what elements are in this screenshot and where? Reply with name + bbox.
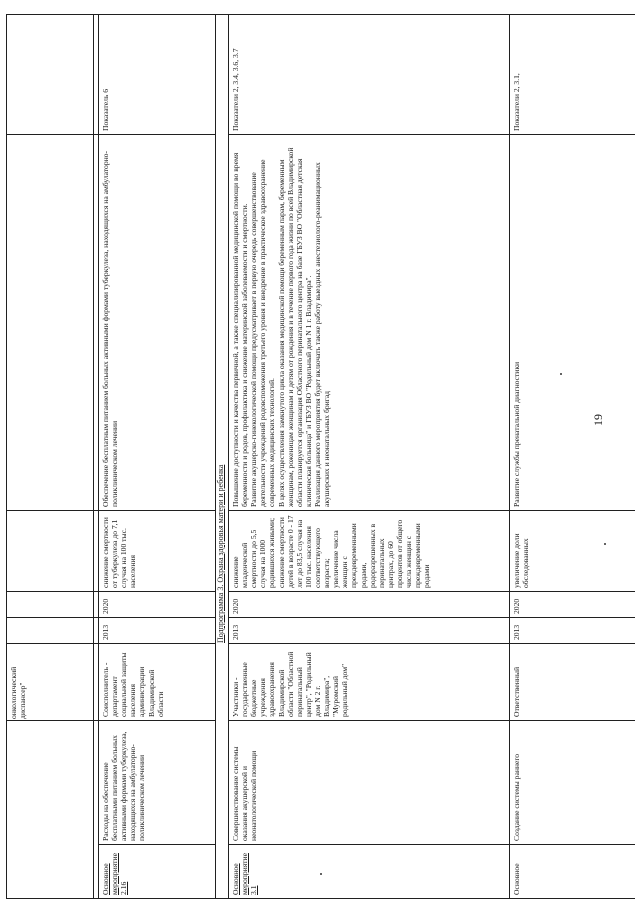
prev-expected-result: снижение смертности от туберкулеза до 7,1 случая на 100 тыс. населения bbox=[101, 517, 138, 588]
main-expected-result: снижение младенческой смертности до 5,5 случая на 1000 родившихся живыми; снижение смертности детей в возрасте 0 - 17 лет до 83,5 случая на 100 тыс. населения соответствующего возраста; увеличение числа женщин с преждевременными родами, родоразрешенных в перинатальных центрах, до 60 процентов от общего числа женщин с преждевременными родами bbox=[231, 515, 432, 588]
table-border-top bbox=[6, 14, 7, 899]
table-border-left bbox=[6, 898, 635, 899]
next-expected-result: увеличение доли обследованных bbox=[512, 533, 531, 588]
col-divider bbox=[228, 591, 635, 592]
main-end-year: 2020 bbox=[231, 598, 240, 614]
prev-activity-label: Основное мероприятие 2.16 bbox=[101, 853, 129, 895]
page-number: 19 bbox=[591, 414, 605, 426]
row-separator bbox=[509, 14, 510, 899]
subprogram-title bbox=[217, 465, 225, 643]
next-content: Развитие службы пренатальной диагностики bbox=[512, 361, 521, 507]
prev-content: Обеспечение бесплатным питанием больных активными формами туберкулеза, находящихся на амбулаторно-поликлиническом лечении bbox=[101, 150, 120, 507]
main-start-year: 2013 bbox=[231, 624, 240, 640]
prev-indicator: Показатель 6 bbox=[101, 88, 110, 131]
subprogram-title-text: Подпрограмма 3. Охрана здоровья матери и ребенка bbox=[216, 464, 225, 643]
row-separator bbox=[215, 14, 216, 899]
next-indicator: Показатели 2, 3.1, bbox=[512, 73, 521, 131]
next-end-year: 2020 bbox=[512, 598, 521, 614]
row-separator bbox=[228, 14, 229, 899]
main-indicator: Показатели 2, 3.4, 3.6, 3.7 bbox=[231, 48, 240, 131]
next-executor: Ответственный bbox=[512, 666, 521, 717]
prev-executor: Соисполнитель - департамент социальной защиты населения администрации Владимирской области bbox=[101, 652, 165, 717]
prev-end-year: 2020 bbox=[101, 598, 110, 614]
main-content: Повышение доступности и качества первичной, а также специализированной медицинской помощи во время беременности и родов, профилактика и снижение материнской заболеваемости и смертности. Развитие акушерско-гинекологической помощи предусматривает в первую очередь совершенствование деятельности учреждений родовспоможения третьего уровня и внедрение в практическое здравоохранение современных медицинских технологий. В целях осуществления замкнутого цикла оказания медицинской помощи беременным парам, беременным женщинам, роженицам женщинам и детям от рождения и в течение первого года жизни по всей Владимирской области планируется организация Областного перинатального центра на базе ГБУЗ ВО "Областная детская клиническая больница" и ГБУЗ ВО "Родильный дом N 1 г. Владимира". Реализация данного мероприятия будет включать также работу выездных анестезиолого-реанимационных акушерских и неонатальных бригад bbox=[231, 147, 332, 507]
prev-start-year: 2013 bbox=[101, 624, 110, 640]
row-separator bbox=[98, 14, 99, 899]
prev-activity-name: Расходы на обеспечение бесплатными питанием больных активными формами туберкулеза, находящихся на амбулаторно-поликлиническом лечении bbox=[101, 731, 147, 841]
main-activity-label: Основное мероприятие 3.1 bbox=[231, 853, 259, 895]
next-activity-name: Создание системы раннего bbox=[512, 753, 521, 841]
next-activity-label: Основное bbox=[512, 863, 521, 895]
main-executor: Участники - государственные бюджетные учреждения здравоохранения Владимирской области "Областной перинатальный центр", "Родильный дом N 2 г. Владимира", "Муромский родильный дом" bbox=[231, 651, 350, 717]
prev-col3-top: онкологический диспансер" bbox=[9, 666, 28, 719]
col-divider bbox=[228, 617, 635, 618]
prev-col2-top bbox=[8, 721, 94, 845]
main-activity-name: Совершенствование системы оказания акушерской и неонатологической помощи bbox=[231, 746, 259, 841]
next-start-year: 2013 bbox=[512, 624, 521, 640]
